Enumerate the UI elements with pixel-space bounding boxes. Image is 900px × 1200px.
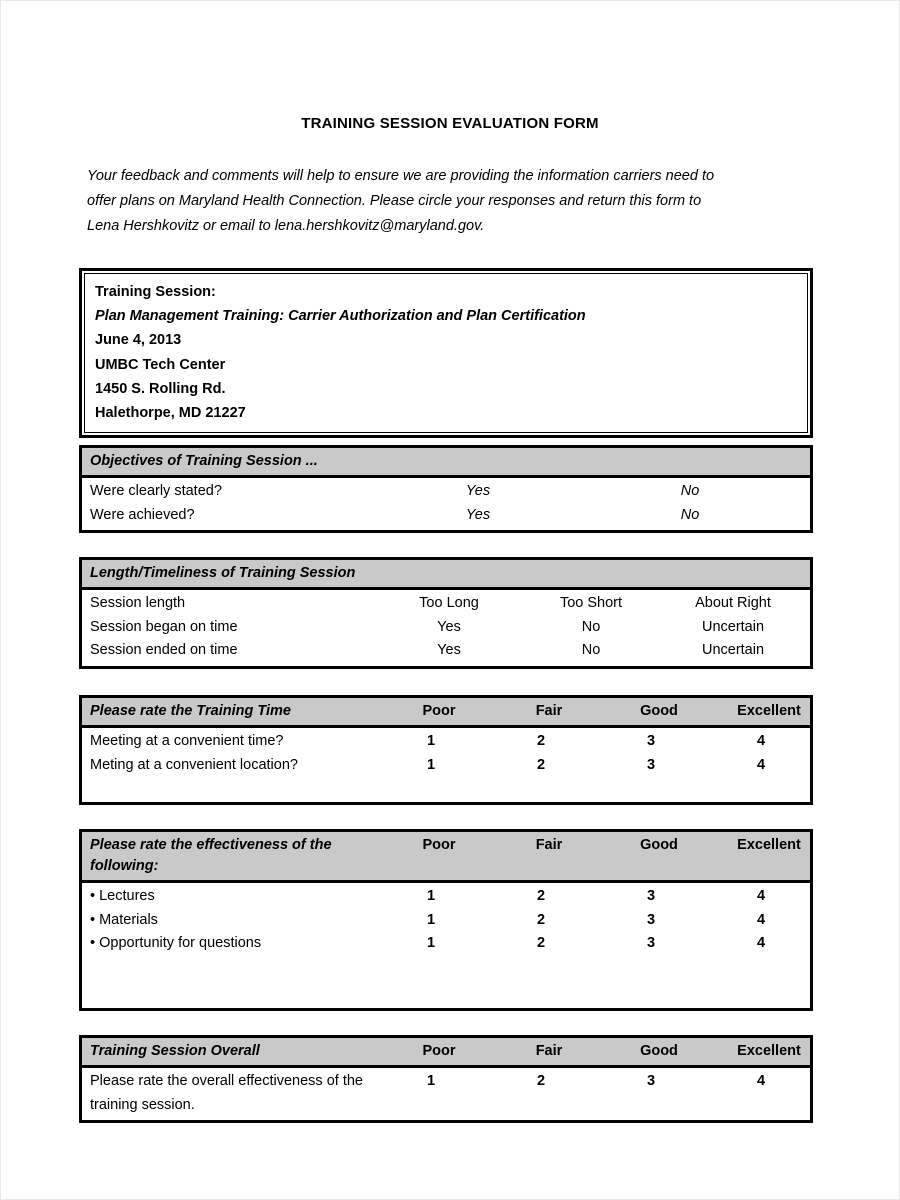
training-time-row-label: Meeting at a convenient time? bbox=[90, 733, 284, 749]
rating-3[interactable]: 3 bbox=[646, 733, 656, 749]
table-row bbox=[82, 885, 810, 909]
option-no[interactable]: No bbox=[680, 483, 700, 499]
scale-poor: Poor bbox=[422, 837, 456, 853]
length-options bbox=[378, 616, 810, 640]
length-header-label: Length/Timeliness of Training Session bbox=[90, 565, 356, 581]
training-session-info-box bbox=[79, 268, 813, 438]
rating-2[interactable]: 2 bbox=[536, 888, 546, 904]
rating-2[interactable]: 2 bbox=[536, 935, 546, 951]
scale-excellent: Excellent bbox=[737, 837, 801, 853]
scale-fair: Fair bbox=[535, 1043, 563, 1059]
rating-1[interactable]: 1 bbox=[426, 911, 436, 928]
rating-1[interactable]: 1 bbox=[426, 1073, 436, 1089]
option-uncertain[interactable]: Uncertain bbox=[701, 642, 765, 658]
effectiveness-body bbox=[82, 883, 810, 959]
option-too-long[interactable]: Too Long bbox=[419, 595, 479, 611]
intro-line-2: offer plans on Maryland Health Connection. Please circle your responses and return this form to bbox=[87, 193, 702, 209]
session-label: Training Session: bbox=[95, 284, 216, 300]
rating-1[interactable]: 1 bbox=[426, 888, 436, 904]
overall-row-label: Please rate the overall effectiveness of the training session. bbox=[90, 1073, 363, 1113]
rating-3[interactable]: 3 bbox=[646, 1073, 656, 1089]
rating-2[interactable]: 2 bbox=[536, 911, 546, 928]
training-session-info-inner bbox=[84, 273, 808, 433]
training-time-header-label: Please rate the Training Time bbox=[90, 703, 291, 719]
session-date: June 4, 2013 bbox=[95, 332, 182, 349]
scale-poor: Poor bbox=[422, 703, 456, 719]
option-yes[interactable]: Yes bbox=[437, 618, 461, 635]
rating-3[interactable]: 3 bbox=[646, 888, 656, 904]
option-no[interactable]: No bbox=[581, 642, 601, 658]
length-header-row bbox=[82, 560, 810, 590]
effectiveness-values bbox=[376, 932, 816, 956]
overall-values bbox=[376, 1070, 816, 1094]
objectives-row-label: Were achieved? bbox=[90, 506, 195, 523]
rating-1[interactable]: 1 bbox=[426, 935, 436, 951]
overall-body bbox=[82, 1068, 810, 1120]
training-time-row-label: Meting at a convenient location? bbox=[90, 756, 298, 773]
session-street: 1450 S. Rolling Rd. bbox=[95, 380, 226, 397]
rating-3[interactable]: 3 bbox=[646, 935, 656, 951]
table-row bbox=[82, 639, 810, 663]
overall-scale bbox=[384, 1038, 824, 1062]
rating-4[interactable]: 4 bbox=[756, 888, 766, 904]
table-row bbox=[82, 616, 810, 640]
training-time-scale bbox=[384, 698, 824, 722]
length-options bbox=[378, 592, 810, 616]
effectiveness-values bbox=[376, 885, 816, 909]
rating-1[interactable]: 1 bbox=[426, 756, 436, 773]
length-options bbox=[378, 639, 810, 663]
option-about-right[interactable]: About Right bbox=[695, 595, 771, 611]
rating-4[interactable]: 4 bbox=[756, 756, 766, 773]
objectives-header-row bbox=[82, 448, 810, 478]
length-row-label: Session ended on time bbox=[90, 642, 238, 658]
objectives-options bbox=[372, 504, 810, 528]
effectiveness-header-line-1: Please rate the effectiveness of the bbox=[90, 837, 332, 853]
page-title: TRAINING SESSION EVALUATION FORM bbox=[301, 115, 599, 132]
scale-fair: Fair bbox=[535, 703, 563, 719]
section-length-timeliness bbox=[79, 557, 813, 669]
session-name: Plan Management Training: Carrier Authorization and Plan Certification bbox=[95, 308, 586, 325]
rating-3[interactable]: 3 bbox=[646, 911, 656, 928]
table-row bbox=[82, 592, 810, 616]
length-row-label: Session began on time bbox=[90, 618, 238, 635]
length-body bbox=[82, 590, 810, 666]
option-yes[interactable]: Yes bbox=[437, 642, 461, 658]
objectives-header-label: Objectives of Training Session ... bbox=[90, 453, 318, 469]
rating-4[interactable]: 4 bbox=[756, 733, 766, 749]
section-training-time bbox=[79, 695, 813, 805]
rating-3[interactable]: 3 bbox=[646, 756, 656, 773]
table-row bbox=[82, 1070, 810, 1117]
option-yes[interactable]: Yes bbox=[465, 506, 491, 523]
rating-4[interactable]: 4 bbox=[756, 911, 766, 928]
table-row bbox=[82, 754, 810, 778]
overall-header-label: Training Session Overall bbox=[90, 1043, 260, 1059]
table-row bbox=[82, 504, 810, 528]
effectiveness-row-label: • Lectures bbox=[90, 888, 155, 904]
session-venue: UMBC Tech Center bbox=[95, 356, 226, 373]
effectiveness-row-label: • Materials bbox=[90, 911, 158, 928]
scale-excellent: Excellent bbox=[737, 703, 801, 719]
scale-good: Good bbox=[640, 703, 678, 719]
effectiveness-values bbox=[376, 909, 816, 933]
table-row bbox=[82, 730, 810, 754]
training-time-body bbox=[82, 728, 810, 780]
training-time-header-row bbox=[82, 698, 810, 728]
section-effectiveness bbox=[79, 829, 813, 1011]
option-uncertain[interactable]: Uncertain bbox=[701, 618, 765, 635]
intro-paragraph bbox=[87, 164, 815, 239]
rating-2[interactable]: 2 bbox=[536, 733, 546, 749]
training-time-values bbox=[376, 754, 816, 778]
option-no[interactable]: No bbox=[680, 506, 700, 523]
rating-1[interactable]: 1 bbox=[426, 733, 436, 749]
scale-fair: Fair bbox=[535, 837, 563, 853]
table-row bbox=[82, 932, 810, 956]
effectiveness-scale bbox=[384, 832, 824, 856]
intro-line-3: Lena Hershkovitz or email to lena.hershkovitz@maryland.gov. bbox=[87, 218, 485, 234]
training-time-values bbox=[376, 730, 816, 754]
length-row-label: Session length bbox=[90, 595, 186, 611]
effectiveness-header-row bbox=[82, 832, 810, 883]
section-objectives bbox=[79, 445, 813, 533]
effectiveness-row-label: • Opportunity for questions bbox=[90, 935, 262, 951]
objectives-options bbox=[372, 480, 810, 504]
scale-good: Good bbox=[640, 837, 678, 853]
scale-poor: Poor bbox=[422, 1043, 456, 1059]
overall-header-row bbox=[82, 1038, 810, 1068]
objectives-row-label: Were clearly stated? bbox=[90, 483, 222, 499]
effectiveness-header-line-2: following: bbox=[90, 858, 159, 874]
effectiveness-header-label bbox=[82, 832, 384, 880]
rating-2[interactable]: 2 bbox=[536, 756, 546, 773]
scale-good: Good bbox=[640, 1043, 678, 1059]
objectives-body bbox=[82, 478, 810, 530]
rating-2[interactable]: 2 bbox=[536, 1073, 546, 1089]
intro-line-1: Your feedback and comments will help to ensure we are providing the information carriers need to bbox=[87, 168, 715, 184]
section-overall bbox=[79, 1035, 813, 1123]
rating-4[interactable]: 4 bbox=[756, 935, 766, 951]
table-row bbox=[82, 909, 810, 933]
option-too-short[interactable]: Too Short bbox=[559, 595, 623, 611]
option-no[interactable]: No bbox=[581, 618, 601, 635]
scale-excellent: Excellent bbox=[737, 1043, 801, 1059]
rating-4[interactable]: 4 bbox=[756, 1073, 766, 1089]
table-row bbox=[82, 480, 810, 504]
option-yes[interactable]: Yes bbox=[465, 483, 491, 499]
session-city-state-zip: Halethorpe, MD 21227 bbox=[95, 405, 246, 422]
